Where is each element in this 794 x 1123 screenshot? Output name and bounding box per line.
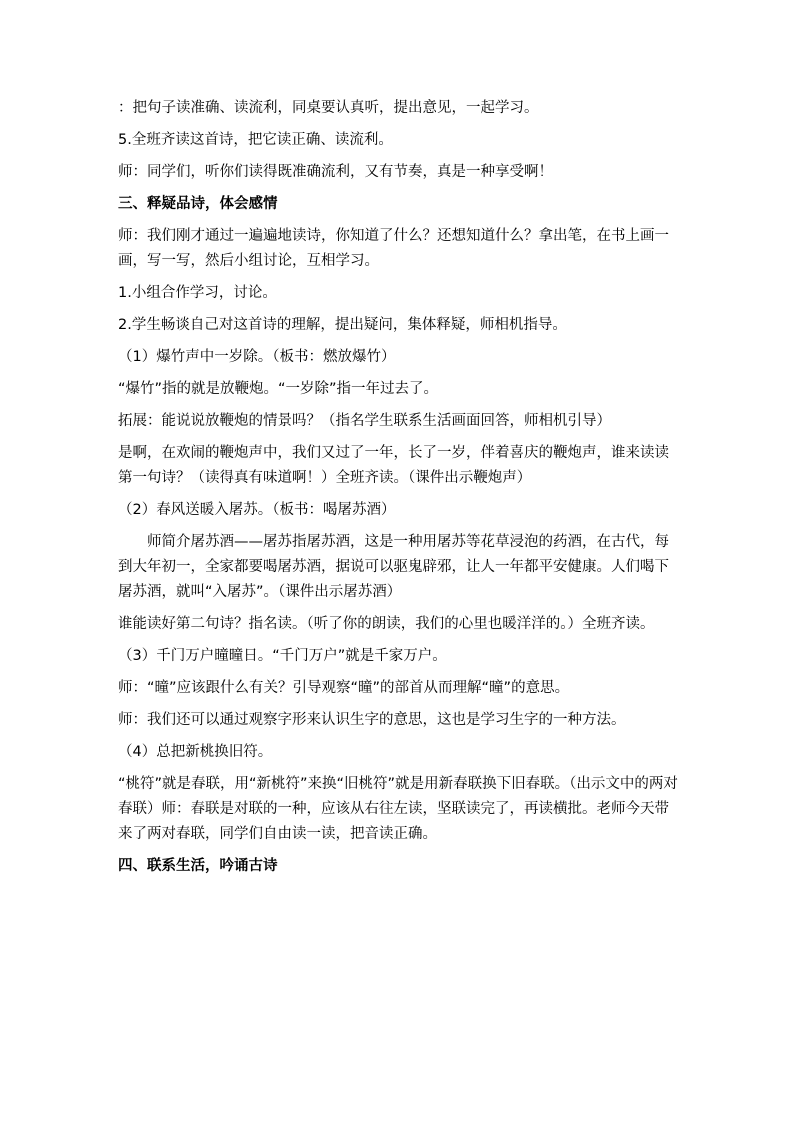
paragraph: 5.全班齐读这首诗，把它读正确、读流利。 — [118, 132, 393, 148]
paragraph: 师：同学们，听你们读得既准确流利，又有节奏，真是一种享受啊！ — [118, 164, 553, 180]
document-body — [118, 96, 680, 886]
paragraph: 师：我们刚才通过一遍遍地读诗，你知道了什么？还想知道什么？拿出笔，在书上画一画，写一写，然后小组讨论，互相学习。 — [118, 228, 669, 269]
paragraph: 师：我们还可以通过观察字形来认识生字的意思，这也是学习生字的一种方法。 — [118, 712, 626, 728]
paragraph: 拓展：能说说放鞭炮的情景吗？（指名学生联系生活画面回答，师相机引导） — [118, 413, 611, 429]
paragraph: “爆竹”指的就是放鞭炮。“一岁除”指一年过去了。 — [118, 381, 439, 397]
section-heading: 三、释疑品诗，体会感情 — [118, 196, 278, 212]
paragraph: 师：“曈”应该跟什么有关？引导观察“曈”的部首从而理解“曈”的意思。 — [118, 680, 570, 696]
paragraph: 谁能读好第二句诗？指名读。（听了你的朗读，我们的心里也暖洋洋的。）全班齐读。 — [118, 616, 655, 632]
paragraph: 师简介屠苏酒——屠苏指屠苏酒，这是一种用屠苏等花草浸泡的药酒，在古代，每到大年初一，全家都要喝屠苏酒，据说可以驱鬼辟邪，让人一年都平安健康。人们喝下屠苏酒，就叫“入屠苏”。（课件出示屠苏酒） — [118, 534, 669, 600]
paragraph: （1）爆竹声中一岁除。（板书：燃放爆竹） — [118, 349, 396, 365]
paragraph: （4）总把新桃换旧符。 — [118, 744, 273, 760]
paragraph: 2.学生畅谈自己对这首诗的理解，提出疑问，集体释疑，师相机指导。 — [118, 317, 567, 333]
paragraph: 1.小组合作学习，讨论。 — [118, 285, 277, 301]
paragraph: “桃符”就是春联，用“新桃符”来换“旧桃符”就是用新春联换下旧春联。（出示文中的两对春联）师：春联是对联的一种，应该从右往左读，坚联读完了，再读横批。老师今天带来了两对春联，同学们自由读一读，把音读正确。 — [118, 776, 678, 842]
paragraph: 是啊，在欢闹的鞭炮声中，我们又过了一年，长了一岁，伴着喜庆的鞭炮声，谁来读读第一句诗？（读得真有味道啊！）全班齐读。（课件出示鞭炮声） — [118, 445, 669, 486]
paragraph: （3）千门万户曈曈日。“千门万户”就是千家万户。 — [118, 648, 447, 664]
section-heading: 四、联系生活，吟诵古诗 — [118, 858, 278, 874]
paragraph: ：把句子读准确、读流利，同桌要认真听，提出意见，一起学习。 — [118, 100, 539, 116]
paragraph: （2）春风送暖入屠苏。（板书：喝屠苏酒） — [118, 502, 396, 518]
